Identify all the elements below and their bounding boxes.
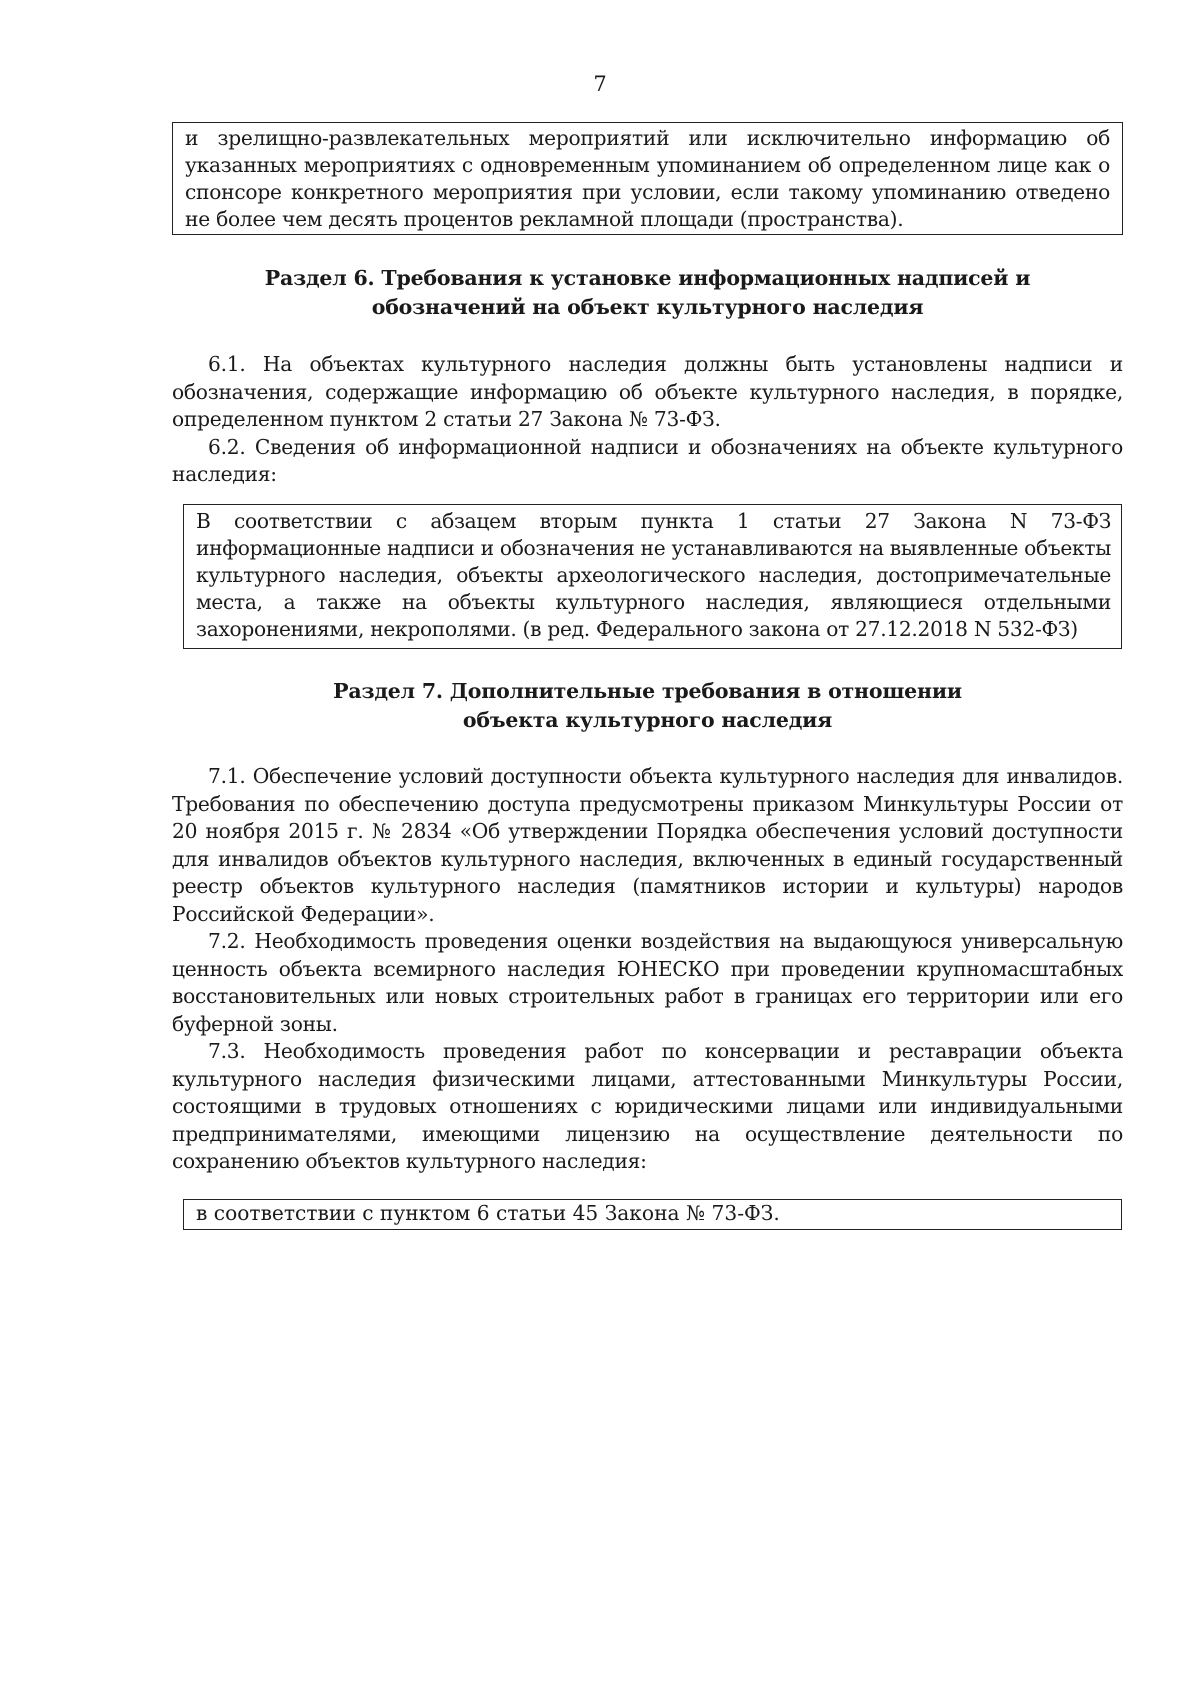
section-7-title-line-1: Раздел 7. Дополнительные требования в отношении (333, 679, 962, 703)
section-7-title (172, 677, 1123, 735)
section-7-info-text: в соответствии с пунктом 6 статьи 45 Закона № 73-ФЗ. (196, 1201, 780, 1225)
continuation-text: и зрелищно-развлекательных мероприятий или исключительно информацию об указанных мероприятиях с одновременным упоминанием об определенном лице как о спонсоре конкретного мероприятия при условии, если такому упоминанию отведено не более чем десять процентов рекламной площади (пространства). (185, 126, 1110, 231)
paragraph-6-1: 6.1. На объектах культурного наследия должны быть установлены надписи и обозначения, содержащие информацию об объекте культурного наследия, в порядке, определенном пунктом 2 статьи 27 Закона № 73-ФЗ. (172, 352, 1123, 431)
section-6-title (172, 264, 1123, 322)
section-6-info-box (183, 504, 1122, 649)
page-number: 7 (593, 72, 607, 96)
paragraph-7-2: 7.2. Необходимость проведения оценки воздействия на выдающуюся универсальную ценность объекта всемирного наследия ЮНЕСКО при проведении крупномасштабных восстановительных или новых строительных работ в границах его территории или его буферной зоны. (172, 929, 1123, 1036)
section-6-title-line-1: Раздел 6. Требования к установке информационных надписей и (264, 266, 1031, 290)
section-7-title-line-2: объекта культурного наследия (462, 708, 833, 732)
section-6-info-text: В соответствии с абзацем вторым пункта 1 статьи 27 Закона N 73-ФЗ информационные надписи и обозначения не устанавливаются на выявленные объекты культурного наследия, объекты археологического наследия, достопримечательные места, а также на объекты культурного наследия, являющиеся отдельными захоронениями, некрополями. (в ред. Федерального закона от 27.12.2018 N 532-ФЗ) (196, 509, 1112, 641)
paragraph-7-1: 7.1. Обеспечение условий доступности объекта культурного наследия для инвалидов. Требования по обеспечению доступа предусмотрены приказом Минкультуры России от 20 ноября 2015 г. № 2834 «Об утверждении Порядка обеспечения условий доступности для инвалидов объектов культурного наследия, включенных в единый государственный реестр объектов культурного наследия (памятников истории и культуры) народов Российской Федерации». (172, 764, 1123, 926)
section-6-title-line-2: обозначений на объект культурного наследия (371, 295, 924, 319)
paragraph-7-3: 7.3. Необходимость проведения работ по консервации и реставрации объекта культурного наследия физическими лицами, аттестованными Минкультуры России, состоящими в трудовых отношениях с юридическими лицами или индивидуальными предпринимателями, имеющими лицензию на осуществление деятельности по сохранению объектов культурного наследия: (172, 1039, 1123, 1173)
section-7-body (172, 763, 1123, 1176)
section-6-body (172, 351, 1123, 489)
paragraph-6-2: 6.2. Сведения об информационной надписи и обозначениях на объекте культурного наследия: (172, 434, 1123, 486)
section-7-info-box (183, 1199, 1122, 1230)
continuation-text-box (172, 122, 1123, 235)
